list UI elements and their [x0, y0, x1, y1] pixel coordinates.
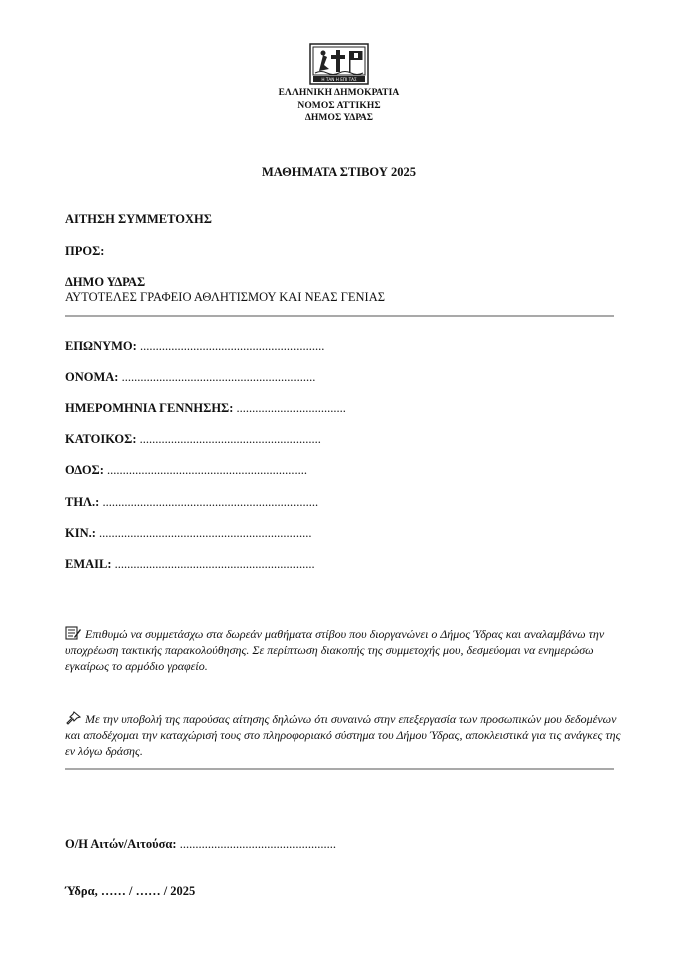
- surname-label: ΕΠΩΝΥΜΟ:: [65, 339, 137, 353]
- name-input-line[interactable]: ..............................................................: [121, 370, 316, 384]
- email-input-line[interactable]: ................................................................: [114, 557, 315, 571]
- mobile-field[interactable]: [65, 526, 312, 541]
- applicant-signature-field[interactable]: [65, 837, 336, 852]
- surname-field[interactable]: [65, 339, 324, 354]
- divider-top: [65, 315, 614, 317]
- prefecture-name: ΝΟΜΟΣ ΑΤΤΙΚΗΣ: [297, 100, 381, 111]
- municipality-name: ΔΗΜΟΣ ΥΔΡΑΣ: [304, 113, 374, 123]
- pushpin-icon: [65, 711, 81, 725]
- name-field[interactable]: [65, 370, 315, 385]
- name-label: ΟΝΟΜΑ:: [65, 370, 119, 384]
- residence-input-line[interactable]: ..........................................................: [139, 432, 321, 446]
- birthdate-input-line[interactable]: ...................................: [236, 401, 346, 415]
- mobile-label: ΚΙΝ.:: [65, 526, 96, 540]
- street-input-line[interactable]: ................................................................: [107, 463, 308, 477]
- street-label: ΟΔΟΣ:: [65, 463, 104, 477]
- recipient-name: ΔΗΜΟ ΥΔΡΑΣ: [65, 275, 146, 289]
- date-line[interactable]: Ύδρα, …… / …… / 2025: [65, 884, 196, 898]
- document-title: ΜΑΘΗΜΑΤΑ ΣΤΙΒΟΥ 2025: [261, 165, 416, 179]
- municipality-emblem: [309, 43, 369, 85]
- document-header: [0, 87, 678, 125]
- application-label: ΑΙΤΗΣΗ ΣΥΜΜΕΤΟΧΗΣ: [65, 212, 212, 226]
- mobile-input-line[interactable]: ....................................................................: [99, 526, 312, 540]
- consent-text: Με την υποβολή της παρούσας αίτησης δηλώνω ότι συναινώ στην επεξεργασία των προσωπικών μου δεδομένων και αποδέχομαι την καταχώρισή τους στο πληροφοριακό σύστημα του Δήμου Ύδρας, αποκλειστικά για τις ανάγκες της εν λόγω δράσης.: [65, 712, 621, 758]
- street-field[interactable]: [65, 463, 307, 478]
- surname-input-line[interactable]: ...........................................................: [139, 339, 325, 353]
- residence-label: ΚΑΤΟΙΚΟΣ:: [65, 432, 137, 446]
- country-name: ΕΛΛΗΝΙΚΗ ΔΗΜΟΚΡΑΤΙΑ: [278, 88, 400, 98]
- email-label: EMAIL:: [65, 557, 112, 571]
- residence-field[interactable]: [65, 432, 321, 447]
- emblem-motto: Η ΤΑΝ Η ΕΠΙ ΤΑΣ: [321, 77, 357, 82]
- birthdate-label: ΗΜΕΡΟΜΗΝΙΑ ΓΕΝΝΗΣΗΣ:: [65, 401, 234, 415]
- phone-field[interactable]: [65, 495, 318, 510]
- participation-text: Επιθυμώ να συμμετάσχω στα δωρεάν μαθήματα στίβου που διοργανώνει ο Δήμος Ύδρας και αναλαμβάνω την υποχρέωση τακτικής παρακολούθησης. Σε περίπτωση διακοπής της συμμετοχής μου, δεσμεύομαι να ενημερώσω εγκαίρως το αρμόδιο γραφείο.: [65, 627, 605, 673]
- consent-statement: [65, 711, 625, 759]
- phone-label: ΤΗΛ.:: [65, 495, 100, 509]
- participation-statement: [65, 626, 625, 674]
- recipient-office: ΑΥΤΟΤΕΛΕΣ ΓΡΑΦΕΙΟ ΑΘΛΗΤΙΣΜΟΥ ΚΑΙ ΝΕΑΣ ΓΕΝΙΑΣ: [65, 290, 386, 304]
- phone-input-line[interactable]: .....................................................................: [102, 495, 319, 509]
- divider-bottom: [65, 768, 614, 770]
- email-field[interactable]: [65, 557, 315, 572]
- signature-line[interactable]: ..................................................: [179, 837, 336, 851]
- birthdate-field[interactable]: [65, 401, 346, 416]
- signature-label: Ο/Η Αιτών/Αιτούσα:: [65, 837, 177, 851]
- to-label: ΠΡΟΣ:: [65, 244, 105, 258]
- checklist-icon: [65, 626, 81, 640]
